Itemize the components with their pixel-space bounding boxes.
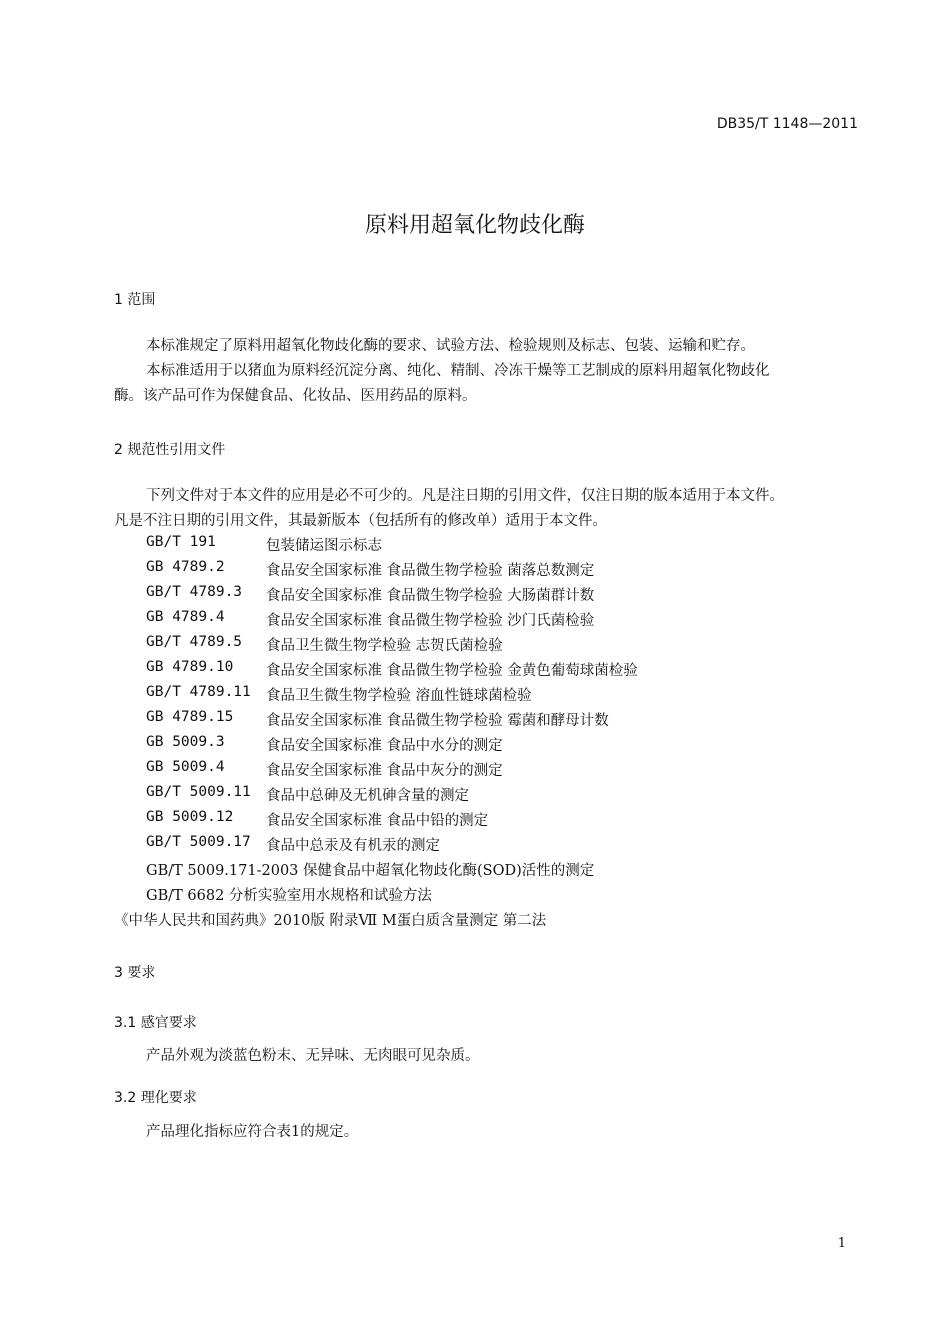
section-1-heading: 1 范围 [114, 292, 156, 308]
document-title: 原料用超氧化物歧化酶 [364, 213, 585, 238]
reference-code: GB/T 4789.5 [146, 634, 243, 650]
scope-paragraph-2-line-2: 酶。该产品可作为保健食品、化妆品、医用药品的原料。 [114, 388, 477, 404]
reference-code: GB/T 191 [146, 534, 216, 550]
physicochemical-requirement-text: 产品理化指标应符合表1的规定。 [146, 1124, 359, 1140]
reference-title: 食品中总砷及无机砷含量的测定 [266, 788, 469, 804]
scope-paragraph-2-line-1: 本标准适用于以猪血为原料经沉淀分离、纯化、精制、冷冻干燥等工艺制成的原料用超氧化物歧化 [146, 363, 770, 379]
reference-title: 食品中总汞及有机汞的测定 [266, 838, 440, 854]
section-3-heading: 3 要求 [114, 965, 156, 981]
section-3-2-heading: 3.2 理化要求 [114, 1090, 197, 1106]
reference-line: GB/T 5009.171-2003 保健食品中超氧化物歧化酶(SOD)活性的测定 [146, 863, 595, 879]
reference-title: 食品安全国家标准 食品微生物学检验 金黄色葡萄球菌检验 [266, 663, 638, 679]
scope-paragraph-1: 本标准规定了原料用超氧化物歧化酶的要求、试验方法、检验规则及标志、包装、运输和贮存。 [146, 338, 755, 354]
reference-title: 食品卫生微生物学检验 志贺氏菌检验 [266, 638, 503, 654]
reference-code: GB/T 4789.3 [146, 584, 243, 600]
reference-title: 食品安全国家标准 食品微生物学检验 大肠菌群计数 [266, 588, 595, 604]
reference-code: GB 4789.4 [146, 609, 225, 625]
reference-code: GB 5009.4 [146, 759, 225, 775]
reference-pharmacopoeia: 《中华人民共和国药典》2010版 附录Ⅶ M蛋白质含量测定 第二法 [114, 913, 547, 929]
reference-title: 食品安全国家标准 食品微生物学检验 霉菌和酵母计数 [266, 713, 609, 729]
reference-line: GB/T 6682 分析实验室用水规格和试验方法 [146, 888, 432, 904]
reference-code: GB/T 4789.11 [146, 684, 251, 700]
reference-title: 食品安全国家标准 食品中灰分的测定 [266, 763, 503, 779]
document-number: DB35/T 1148—2011 [716, 116, 858, 132]
reference-code: GB/T 5009.17 [146, 834, 251, 850]
reference-title: 食品安全国家标准 食品微生物学检验 沙门氏菌检验 [266, 613, 595, 629]
reference-code: GB 4789.2 [146, 559, 225, 575]
section-2-heading: 2 规范性引用文件 [114, 442, 226, 458]
normative-paragraph-line-2: 凡是不注日期的引用文件，其最新版本（包括所有的修改单）适用于本文件。 [114, 513, 607, 529]
section-3-1-heading: 3.1 感官要求 [114, 1015, 197, 1031]
reference-title: 食品安全国家标准 食品微生物学检验 菌落总数测定 [266, 563, 595, 579]
page-number: 1 [837, 1236, 846, 1251]
reference-code: GB 4789.10 [146, 659, 234, 675]
reference-title: 食品卫生微生物学检验 溶血性链球菌检验 [266, 688, 532, 704]
normative-paragraph-line-1: 下列文件对于本文件的应用是必不可少的。凡是注日期的引用文件，仅注日期的版本适用于本文件。 [146, 488, 784, 504]
reference-code: GB 5009.3 [146, 734, 225, 750]
reference-title: 食品安全国家标准 食品中铅的测定 [266, 813, 489, 829]
reference-title: 食品安全国家标准 食品中水分的测定 [266, 738, 503, 754]
sensory-requirement-text: 产品外观为淡蓝色粉末、无异味、无肉眼可见杂质。 [146, 1048, 480, 1064]
reference-code: GB 5009.12 [146, 809, 234, 825]
reference-title: 包装储运图示标志 [266, 538, 382, 554]
reference-code: GB/T 5009.11 [146, 784, 251, 800]
reference-code: GB 4789.15 [146, 709, 234, 725]
